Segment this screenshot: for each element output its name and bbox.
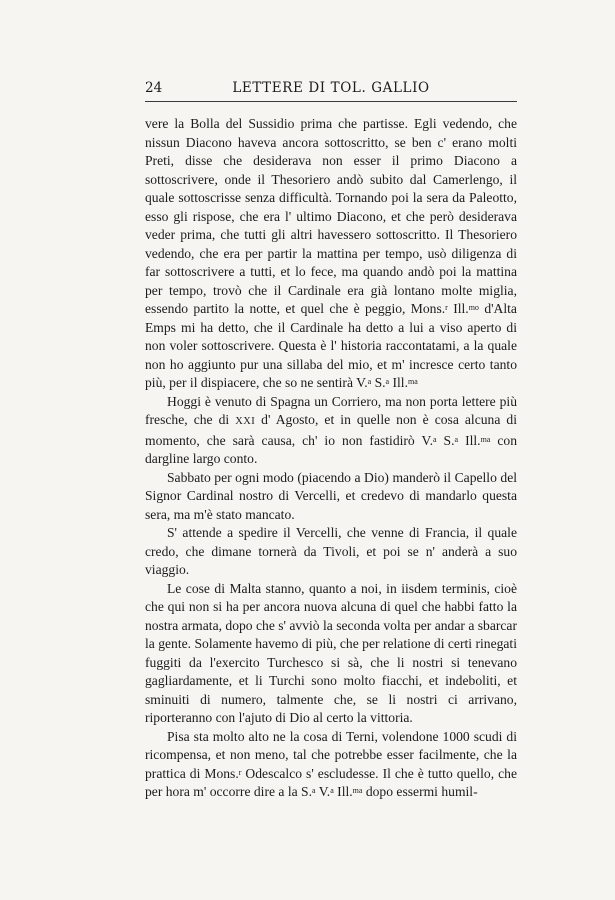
paragraph-2: Hoggi è venuto di Spagna un Corriero, ma non porta lettere più fresche, che di XXI d' Agosto, et in quelle non è cosa alcuna di momento, che sarà causa, ch' io non fastidirò V.$^a$ S.$^a$ Ill.$^{ma}$ con dargline largo conto. <box>145 393 518 466</box>
paragraph-3: Sabbato per ogni modo (piacendo a Dio) manderò il Capello del Signor Cardinal nostro di Vercelli, et credevo di mandarlo questa sera, ma m'è stato mancato. <box>145 469 517 522</box>
paragraph-5: Le cose di Malta stanno, quanto a noi, in iisdem terminis, cioè che qui non si ha per ancora nuova alcuna di quel che habbi fatto la nostra armata, dopo che s' avviò la seconda volta per andar a sbarcar la gente. Solamente havemo di più, che per relatione di certi rinegati fuggiti da l'exercito Turchesco si sà, che li nostri si tenevano gagliardamente, et li Turchi sono molto fiacchi, et indeboliti, et sminuiti di numero, talmente che, se li nostri ci arrivano, riporteranno con l'ajuto di Dio al certo la vittoria. <box>145 580 517 725</box>
paragraph-4: S' attende a spedire il Vercelli, che venne di Francia, il quale credo, che dimane tornerà da Tivoli, et poi se n' anderà a suo viaggio. <box>145 525 517 577</box>
body-text <box>145 115 517 802</box>
paragraph-1: vere la Bolla del Sussidio prima che partisse. Egli vedendo, che nissun Diacono haveva ancora sottoscritto, se ben c' erano molti Preti, disse che desiderava non esser il primo Diacono a sottoscrivere, onde il Thesoriero andò subito dal Camerlengo, il quale sottoscrisse senza difficultà. Tornando poi la sera da Paleotto, esso gli rispose, che era l' ultimo Diacono, et che però desiderava veder prima, che tutti gli altri havessero sottoscritto. Il Thesoriero vedendo, che era per partir la mattina per tempo, usò diligenza di far sottoscrivere a tutti, et lo fece, ma quando andò poi la mattina per tempo, trovò che il Cardinale era già lontano molte miglia, essendo partito la notte, et quel che è peggio, Mons.$^r$ Ill.$^{mo}$ d'Alta Emps mi ha detto, che il Cardinale ha detto a lui a viso aperto di non voler sottoscrivere. Questa è l' historia raccontatami, a la quale non ho aggiunto pur una sillaba del mio, et m' incresce certo tanto più, per il dispiacere, che so ne sentirà V.$^a$ S.$^a$ Ill.$^{ma}$ <box>145 116 517 390</box>
header-rule <box>145 101 517 102</box>
running-header <box>145 80 517 100</box>
running-title: LETTERE DI TOL. GALLIO <box>232 80 430 96</box>
page-number: 24 <box>145 80 163 96</box>
paragraph-6: Pisa sta molto alto ne la cosa di Terni, volendone 1000 scudi di ricompensa, et non meno, tal che potrebbe esser facilmente, che la prattica di Mons.$^r$ Odescalco s' escludesse. Il che è tutto quello, che per hora m' occorre dire a la S.$^a$ V.$^a$ Ill.$^{ma}$ dopo essermi humil- <box>145 728 518 799</box>
